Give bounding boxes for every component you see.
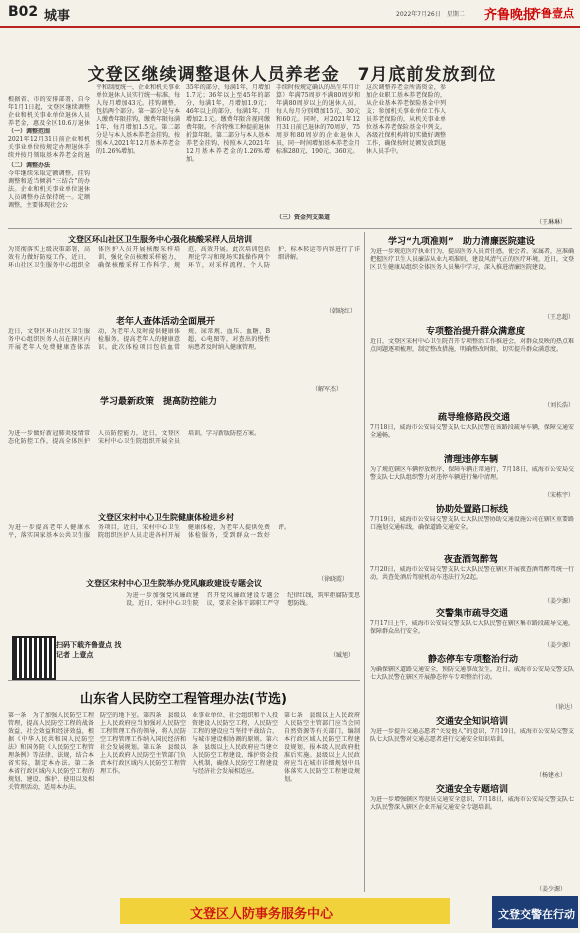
pension-subhead-3: （三）资金列支渠道 [276,214,331,221]
right-body-10: 为进一步增强辖区驾驶员交通安全意识，7月18日，威海市公安局交警支队七大队民警深入辖区企业开展交通安全专题培训。 [370,796,574,811]
right-body-6: 7月20日，威海市公安局交警支队七大队民警在辖区开展夜查酒驾醉驾统一行动，共查处酒后驾驶机动车违法行为2起。 [370,566,574,581]
app-logo: 齐鲁壹点 [530,7,574,20]
pension-text-4: 平和制度统一，企业和机关事业单位退休人员实行统一标准，每人每月增加43元。挂钩调整，包括两个部分。第一部分是与本人缴费年限挂钩，缴费年限每满1年，每月增加1.5元。第二部分是与本人基本养老金挂钩，按照本人2021年12月基本养老金的1.26%增加。 [96,84,180,155]
banner-text: 文登区人防事务服务中心 [190,907,334,922]
right-body-2: 近日，文登区宋村中心卫生院召开专项整治工作推进会，对群众反映的热点难点问题逐项梳理，制定整改措施，明确整改时限，切实提升群众满意度。 [370,338,574,353]
divider [8,228,572,229]
right-body-3: 7月18日，威海市公安局交警支队七大队民警在该路段疏导车辆，保障交通安全通畅。 [370,424,574,439]
qr-caption: 扫码下载齐鲁壹点 找记者 上壹点 [56,640,122,659]
article-title: 文登区宋村中心卫生院举办党风廉政建设专题会议 [86,579,262,588]
divider [8,680,360,681]
article-body: 为进一步做好新冠肺炎疫情常态化防控工作，提高全体医护人员防控能力，近日，文登区宋村中心卫生院组织开展全员培训，学习新版防控方案。 [8,430,261,445]
newspaper-logo: 齐鲁晚报 [484,8,537,23]
article-byline: （解军杰） [312,386,343,393]
right-byline-10: （姜少源） [536,886,567,893]
article-byline: （徐晓霞） [318,576,349,583]
pension-text-1: 根据省、市的安排部署，自今年1月1日起，文登区继续调整企业和机关事业单位退休人员养老金，惠及全区10.6万退休 [8,96,90,127]
pension-subhead-1: （一）调整范围 [8,128,51,135]
page-header [0,0,580,28]
right-title-1: 学习“九项准则” 助力清廉医院建设 [388,237,535,247]
pension-text-6: 手续时按规定确认的出生年月计算）年满75周岁不满80周岁和年满80周岁以上的退休人员，每人每月分别增加15元、30元和60元。同时，对2021年12月31日前已退休的70周岁，75周岁和80周岁的企业退休人员，同一时间增加基本养老金月标准280元、190元、360元。 [276,84,360,155]
pension-byline: （王琳琳） [536,219,567,226]
law-text-3: 业事业单位、社会组织和个人投资建设人民防空工程，人民防空工程的建设应当坚持平战结合、与城市建设相协调的原则。第六条 县级以上人民政府应当建立人民防空工程建设、维护资金投入机制，确保人民防空工程建设与经济社会发展相适应。 [192,712,278,775]
right-title-9: 交通安全知识培训 [436,717,509,727]
law-text-4: 第七条 县级以上人民政府人民防空主管部门应当会同自然资源等有关部门，编制本行政区域人民防空工程建设规划，报本级人民政府批准后实施。县级以上人民政府应当在城市详细规划中具体落实人民防空工程建设规划。 [284,712,360,783]
right-byline-1: （王忠超） [544,314,575,321]
right-title-10: 交通安全专题培训 [436,785,509,795]
right-title-7: 交警集市疏导交通 [436,609,509,619]
right-byline-9: （杨建永） [536,772,567,779]
pension-text-7: 这次调整养老金所需资金，参加企业职工基本养老保险的，从企业基本养老保险基金中列支；参加机关事业单位工作人员养老保险的，从机关事业单位基本养老保险基金中列支。各级社保机构将切实做好调整工作，确保按时足额发放到退休人员手中。 [366,84,446,155]
service-banner [120,898,450,924]
right-byline-8: （徐达） [552,704,577,711]
main-headline: 文登区继续调整退休人员养老金 7月底前发放到位 [87,65,497,85]
article-byline: （韩晓红） [326,308,357,315]
article-title: 老年人查体活动全面展开 [116,317,216,327]
right-title-8: 静态停车专项整治行动 [428,655,519,665]
pension-text-2: 2021年12月31日前企业和机关事业单位按规定办理退休手续并按月领取基本养老金的退 [8,136,90,159]
right-title-5: 协助处置路口标线 [436,505,509,515]
pension-subhead-2: （二）调整办法 [8,162,51,169]
law-text-2: 防空的地下室。第四条 县级以上人民政府应当加强对人民防空工程管理工作的领导，将人民防空工程管理工作纳入国民经济和社会发展规划。第五条 县级以上人民政府人民防空主管部门负责本行政区域内人民防空工程管理工作。 [100,712,186,775]
right-body-9: 为进一步提升交通志愿者“关爱他人”的意识，7月19日，威海市公安局交警支队七大队民警对交通志愿者进行交通安全知识培训。 [370,728,574,743]
law-title: 山东省人民防空工程管理办法(节选) [80,692,287,707]
page-number: B02 [8,4,39,20]
right-byline-6: （姜少源） [544,598,575,605]
article-byline: （臧旭） [330,652,355,659]
article-body: 为进一步加强党风廉政建设，近日，宋村中心卫生院召开党风廉政建设专题会议，要求全体干部职工严守纪律红线，筑牢拒腐防变思想防线。 [126,592,360,607]
column-badge [492,896,578,928]
right-title-6: 夜查酒驾醉驾 [444,555,499,565]
column-divider [364,232,365,892]
right-title-3: 疏导维修路段交通 [438,413,511,423]
section-name: 城事 [44,9,71,24]
right-body-5: 7月19日，威海市公安局交警支队七大队民警协助交通设施公司在辖区重要路口施划交通标线，确保道路交通安全。 [370,516,574,531]
right-body-7: 7月17日上午，威海市公安局交警支队七大队民警在辖区集市路段疏导交通，保障群众出行安全。 [370,620,574,635]
article-title: 文登区宋村中心卫生院健康体检进乡村 [98,513,234,522]
article-body: 近日，文登区环山社区卫生服务中心组织医务人员在辖区内开展老年人免费健康查体活动，为老年人及时提供健康体检服务，提高老年人的健康意识。此次体检项目包括血常规、尿常规、血压、血糖、B超、心电图等，对查出的慢性病患者及时纳入健康管理。 [8,328,270,351]
right-byline-7: （姜少源） [544,642,575,649]
article-title: 文登区环山社区卫生服务中心强化核酸采样人员培训 [68,235,252,244]
issue-date: 2022年7月26日 星期二 [396,11,465,18]
right-byline-2: （刘长浩） [544,402,575,409]
badge-text: 文登交警在行动 [498,908,575,921]
right-title-2: 专项整治提升群众满意度 [426,327,526,337]
right-body-8: 为确保辖区道路交通安全，预防交通事故发生，近日，威海市公安局交警支队七大队民警在辖区开展静态停车专项整治行动。 [370,666,574,681]
pension-text-3: 今年继续采取定额调整、挂钩调整和适当倾斜“三结合”的办法。企业和机关事业单位退休人员调整办法保持统一。定额调整，主要体现社会公 [8,170,90,209]
article-body: 为贯彻落实上级决策部署，高效有力做好防疫工作，近日，环山社区卫生服务中心组织全体医护人员开展核酸采样培训，强化全员核酸采样能力，确保核酸采样工作科学、规范、高效开展。此次培训包括理论学习和现场实践操作两个环节，对采样流程、个人防护、标本转运等内容进行了详细讲解。 [8,246,360,269]
right-body-4: 为了规范辖区车辆停放秩序，保障车辆正常通行，7月18日，威海市公安局交警支队七大队组织警力对违停车辆进行集中清理。 [370,466,574,481]
law-text-1: 第一条 为了加强人民防空工程管理，提高人民防空工程的战备效益、社会效益和经济效益，根据《中华人民共和国人民防空法》和国务院《人民防空工程管理条例》等法律、法规，结合本省实际，制定本办法。第二条 本省行政区域内人民防空工程的规划、建设、维护、使用以及相关管理活动，适用本办法。 [8,712,94,791]
right-title-4: 清理违停车辆 [444,455,499,465]
right-body-1: 为进一步规范医疗执业行为，提高医务人员责任感，使会者、家属者，应准确把握医疗卫生人员廉洁从业九项准则，建设风清气正的医疗环境，近日，文登区卫生健康局组织全体医务人员集中学习，深入推进清廉医院建设。 [370,248,574,271]
article-title: 学习最新政策 提高防控能力 [100,397,218,407]
right-byline-4: （宋栋宇） [544,492,575,499]
pension-text-5: 35年的部分，每满1年，月增加1.7元；36年以上至45年的部分，每满1年，月增加1.9元；46年以上的部分，每满1年，月增加2.1元。缴费年限含视同缴费年限。不含特殊工种提前退休折算年限。第二部分与本人基本养老金挂钩，按照本人2021年12月基本养老金的1.26%增加。 [186,84,270,163]
article-body: 为进一步提高老年人健康水平，落实国家基本公共卫生服务项目，近日，宋村中心卫生院组织医护人员走进各村开展健康体检，为老年人提供免费体检服务，受到群众一致好评。 [8,524,291,539]
qr-code[interactable] [12,636,56,680]
